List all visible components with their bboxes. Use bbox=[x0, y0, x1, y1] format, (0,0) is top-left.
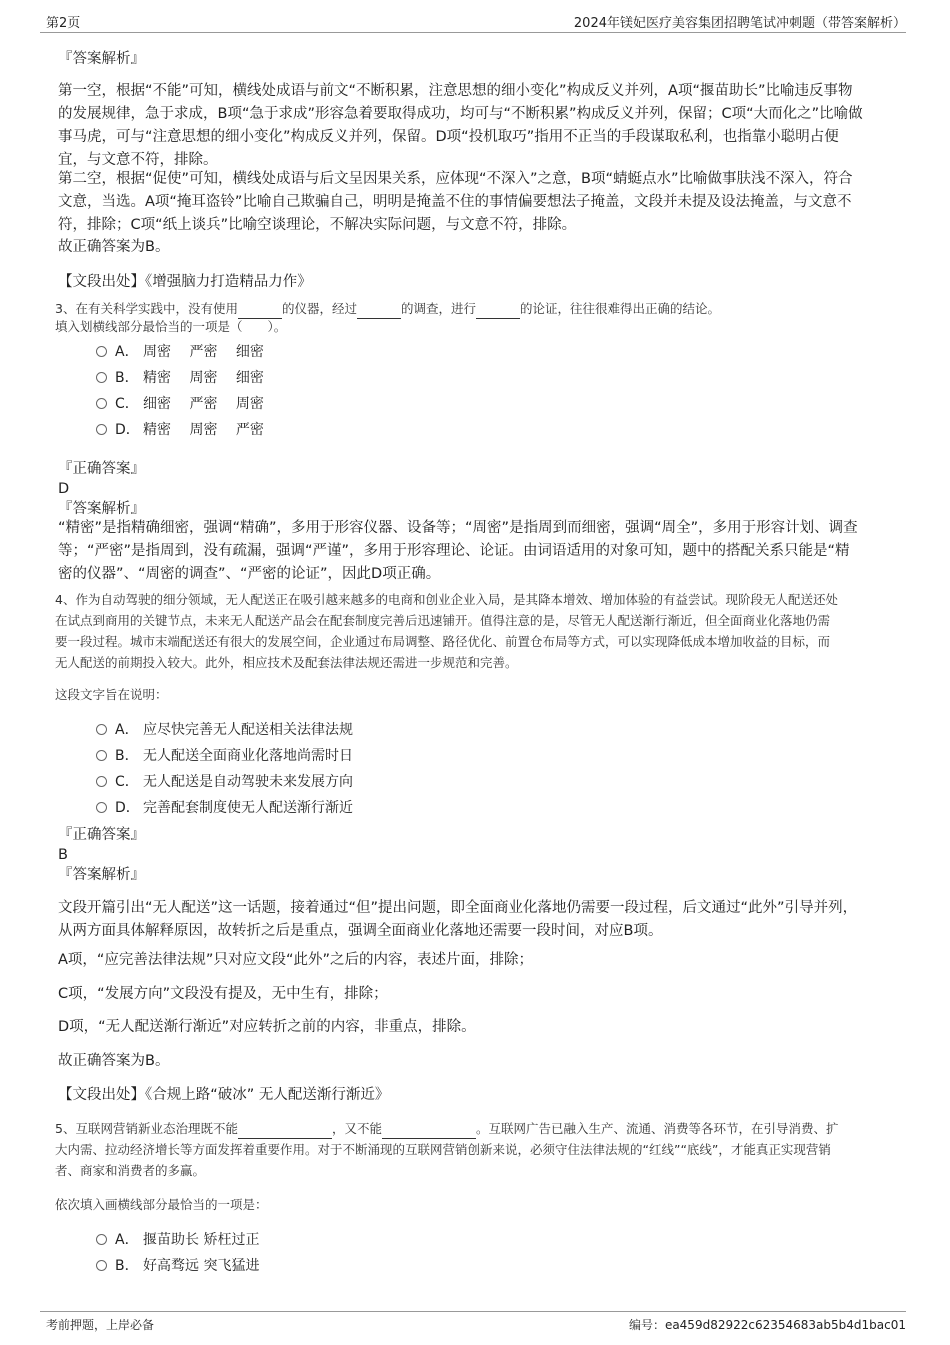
question-5-stem bbox=[55, 1118, 839, 1181]
text-line: 要一段过程。城市末端配送还有很大的发展空间，企业通过布局调整、路径优化、前置仓布局等方式，可以实现降低成本增加收益的目标，而 bbox=[55, 634, 831, 649]
fill-blank bbox=[382, 1124, 476, 1139]
option-d[interactable] bbox=[96, 797, 353, 817]
option-letter: A． bbox=[115, 1232, 139, 1248]
radio-icon[interactable] bbox=[96, 776, 107, 787]
option-letter: A． bbox=[115, 722, 139, 738]
option-letter: C． bbox=[115, 396, 139, 412]
option-letter: B． bbox=[115, 748, 139, 764]
analysis-paragraph bbox=[58, 517, 858, 586]
text-line: 无人配送的前期投入较大。此外，相应技术及配套法律法规还需进一步规范和完善。 bbox=[55, 655, 518, 670]
option-text: 精密 周密 严密 bbox=[143, 422, 264, 438]
option-c[interactable] bbox=[96, 393, 264, 413]
radio-icon[interactable] bbox=[96, 750, 107, 761]
option-text: 应尽快完善无人配送相关法律法规 bbox=[143, 722, 353, 738]
fill-blank bbox=[357, 304, 401, 319]
text-line: “精密”是指精确细密，强调“精确”，多用于形容仪器、设备等；“周密”是指周到而细密，强调“周全”，多用于形容计划、调查 bbox=[58, 520, 858, 536]
page-number: 第2页 bbox=[46, 16, 81, 31]
text-line: 文意，当选。A项“掩耳盗铃”比喻自己欺骗自己，明明是掩盖不住的事情偏要想法子掩盖，文段并未提及设法掩盖，与文意不 bbox=[58, 194, 852, 210]
option-letter: D． bbox=[115, 422, 140, 438]
option-a[interactable] bbox=[96, 1229, 259, 1249]
stem-part: 的调查，进行 bbox=[400, 301, 476, 316]
option-b[interactable] bbox=[96, 1255, 259, 1275]
option-letter: A． bbox=[115, 344, 139, 360]
option-text: 精密 周密 细密 bbox=[143, 370, 264, 386]
text-line: 从两方面具体解释原因，故转折之后是重点，强调全面商业化落地还需要一段时间，对应B项。 bbox=[58, 923, 663, 939]
analysis-label: 『答案解析』 bbox=[58, 51, 145, 67]
text-line: 等；“严密”是指周到，没有疏漏，强调“严谨”，多用于形容理论、论证。由词语适用的对象可知，题中的搭配关系只能是“精 bbox=[58, 543, 850, 559]
analysis-label: 『答案解析』 bbox=[58, 867, 145, 883]
radio-icon[interactable] bbox=[96, 424, 107, 435]
document-code: 编号：ea459d82922c62354683ab5b4d1bac01 bbox=[628, 1318, 906, 1332]
radio-icon[interactable] bbox=[96, 802, 107, 813]
option-text: 周密 严密 细密 bbox=[143, 344, 264, 360]
correct-answer-label: 『正确答案』 bbox=[58, 461, 145, 477]
conclusion: 故正确答案为B。 bbox=[58, 239, 170, 255]
question-4-stem bbox=[55, 589, 838, 673]
option-text: 完善配套制度使无人配送渐行渐近 bbox=[143, 800, 353, 816]
analysis-paragraph-2 bbox=[58, 168, 853, 237]
correct-answer: B bbox=[58, 847, 68, 863]
analysis-paragraph-1 bbox=[58, 80, 863, 172]
analysis-label: 『答案解析』 bbox=[58, 501, 145, 517]
option-c-note: C项，“发展方向”文段没有提及，无中生有，排除； bbox=[58, 986, 388, 1002]
option-letter: B． bbox=[115, 1258, 139, 1274]
text-line: 第二空，根据“促使”可知，横线处成语与后文呈因果关系，应体现“不深入”之意，B项“蜻蜓点水”比喻做事肤浅不深入，符合 bbox=[58, 171, 853, 187]
question-5-prompt: 依次填入画横线部分最恰当的一项是： bbox=[55, 1197, 268, 1212]
text-line: 4、作为自动驾驶的细分领域，无人配送正在吸引越来越多的电商和创业企业入局，是其降本增效、增加体验的有益尝试。现阶段无人配送还处 bbox=[55, 592, 838, 607]
option-b[interactable] bbox=[96, 367, 264, 387]
option-text: 无人配送是自动驾驶未来发展方向 bbox=[143, 774, 353, 790]
stem-part: 。互联网广告已融入生产、流通、消费等各环节，在引导消费、扩 bbox=[475, 1121, 839, 1136]
text-line: 密的仪器”、“周密的调查”、“严密的论证”，因此D项正确。 bbox=[58, 566, 441, 582]
fill-blank bbox=[238, 1124, 332, 1139]
option-d[interactable] bbox=[96, 419, 264, 439]
option-letter: C． bbox=[115, 774, 139, 790]
text-line: 在试点到商用的关键节点，未来无人配送产品会在配套制度完善后迅速铺开。值得注意的是，尽管无人配送渐行渐近，但全面商业化落地仍需 bbox=[55, 613, 831, 628]
option-letter: B． bbox=[115, 370, 139, 386]
stem-part: 的论证，往往很难得出正确的结论。 bbox=[520, 301, 721, 316]
radio-icon[interactable] bbox=[96, 724, 107, 735]
text-line: 文段开篇引出“无人配送”这一话题，接着通过“但”提出问题，即全面商业化落地仍需要一段过程，后文通过“此外”引导并列， bbox=[58, 900, 858, 916]
document-title: 2024年镁妃医疗美容集团招聘笔试冲刺题（带答案解析） bbox=[573, 16, 906, 31]
option-a[interactable] bbox=[96, 719, 353, 739]
source-citation: 【文段出处】《合规上路“破冰” 无人配送渐行渐近》 bbox=[58, 1087, 390, 1103]
page-header bbox=[40, 12, 906, 33]
footer-slogan: 考前押题，上岸必备 bbox=[46, 1318, 155, 1332]
option-c[interactable] bbox=[96, 771, 353, 791]
fill-blank bbox=[476, 304, 520, 319]
option-text: 揠苗助长 矫枉过正 bbox=[143, 1232, 260, 1248]
radio-icon[interactable] bbox=[96, 1260, 107, 1271]
option-text: 无人配送全面商业化落地尚需时日 bbox=[143, 748, 353, 764]
text-line: 宜，与文意不符，排除。 bbox=[58, 152, 218, 168]
radio-icon[interactable] bbox=[96, 372, 107, 383]
question-number: 3、 bbox=[55, 301, 76, 316]
stem-part: 在有关科学实践中，没有使用 bbox=[75, 301, 238, 316]
question-4-prompt: 这段文字旨在说明： bbox=[55, 687, 168, 702]
correct-answer: D bbox=[58, 481, 70, 497]
option-letter: D． bbox=[115, 800, 140, 816]
radio-icon[interactable] bbox=[96, 1234, 107, 1245]
option-text: 好高骛远 突飞猛进 bbox=[143, 1258, 260, 1274]
text-line: 符，排除；C项“纸上谈兵”比喻空谈理论，不解决实际问题，与文意不符，排除。 bbox=[58, 217, 577, 233]
option-a-note: A项，“应完善法律法规”只对应文段“此外”之后的内容，表述片面，排除； bbox=[58, 952, 533, 968]
question-number: 5、 bbox=[55, 1121, 76, 1136]
conclusion: 故正确答案为B。 bbox=[58, 1053, 170, 1069]
page-footer bbox=[40, 1311, 906, 1334]
analysis-paragraph bbox=[58, 897, 857, 943]
stem-part: 互联网营销新业态治理既不能 bbox=[75, 1121, 238, 1136]
radio-icon[interactable] bbox=[96, 398, 107, 409]
text-line: 事马虎，可与“注意思想的细小变化”构成反义并列，保留。D项“投机取巧”指用不正当的手段谋取私利，也指靠小聪明占便 bbox=[58, 129, 839, 145]
stem-part: 的仪器，经过 bbox=[281, 301, 357, 316]
text-line: 第一空，根据“不能”可知，横线处成语与前文“不断积累，注意思想的细小变化”构成反义并列，A项“揠苗助长”比喻违反事物 bbox=[58, 83, 853, 99]
radio-icon[interactable] bbox=[96, 346, 107, 357]
text-line: 者、商家和消费者的多赢。 bbox=[55, 1163, 206, 1178]
stem-line-1 bbox=[55, 1118, 839, 1139]
correct-answer-label: 『正确答案』 bbox=[58, 827, 145, 843]
question-3-prompt: 填入划横线部分最恰当的一项是（ ）。 bbox=[55, 319, 287, 334]
option-b[interactable] bbox=[96, 745, 353, 765]
text-line: 大内需、拉动经济增长等方面发挥着重要作用。对于不断涌现的互联网营销创新来说，必须守住法律法规的“红线”“底线”，才能真正实现营销 bbox=[55, 1142, 831, 1157]
text-line: 的发展规律，急于求成，B项“急于求成”形容急着要取得成功，均可与“不断积累”构成反义并列，保留；C项“大而化之”比喻做 bbox=[58, 106, 863, 122]
option-text: 细密 严密 周密 bbox=[143, 396, 264, 412]
source-citation: 【文段出处】《增强脑力打造精品力作》 bbox=[58, 274, 312, 290]
option-a[interactable] bbox=[96, 341, 264, 361]
option-d-note: D项，“无人配送渐行渐近”对应转折之前的内容，非重点，排除。 bbox=[58, 1019, 476, 1035]
stem-part: ，又不能 bbox=[331, 1121, 382, 1136]
